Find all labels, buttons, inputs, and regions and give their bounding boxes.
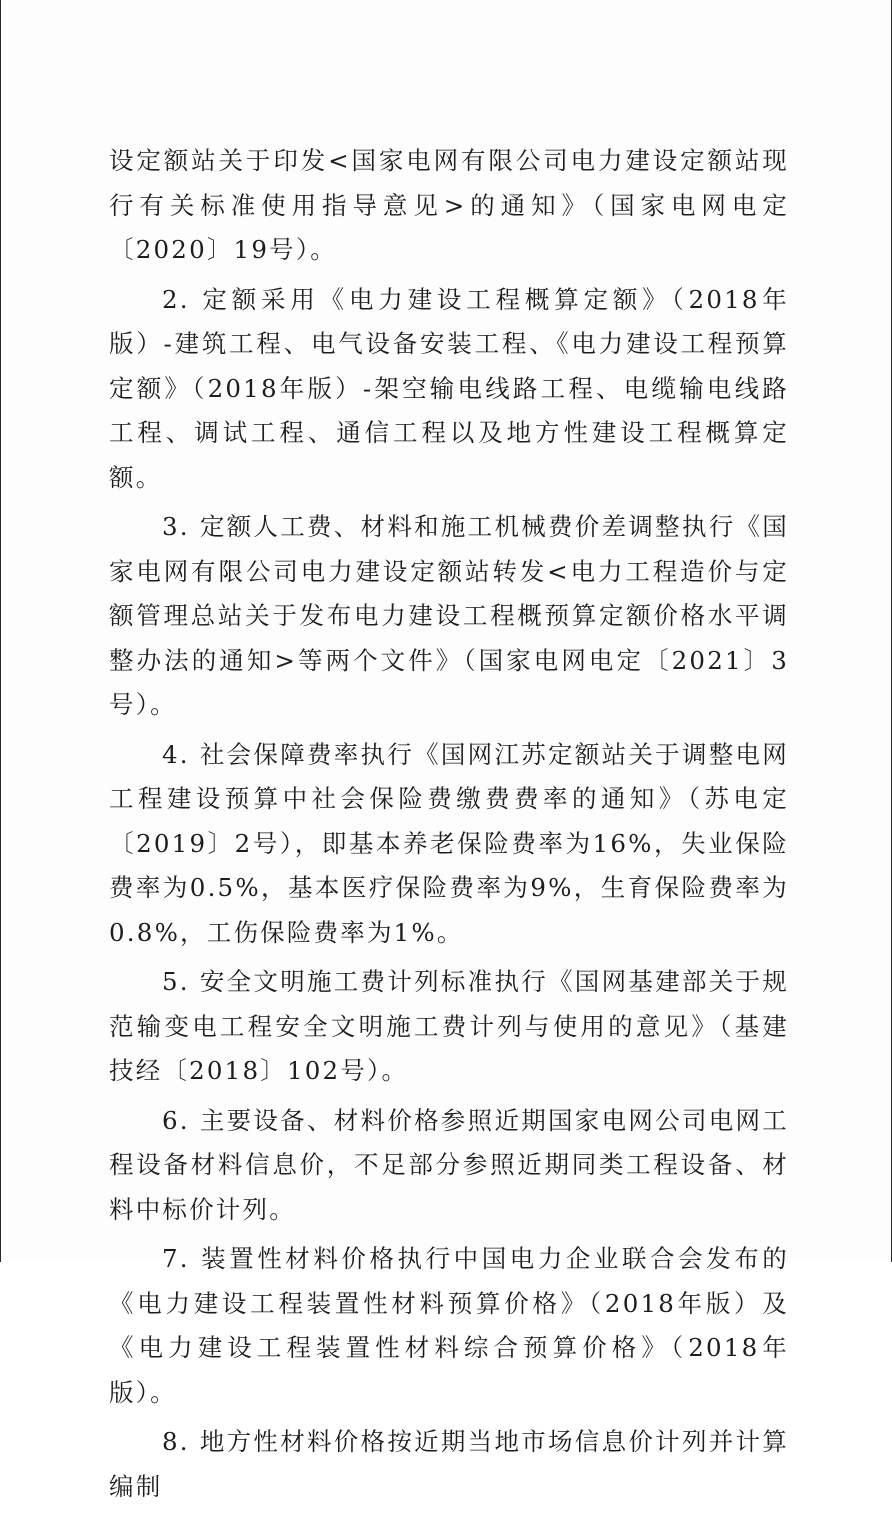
document-body — [109, 139, 789, 1514]
paragraph-item-8: 8. 地方性材料价格按近期当地市场信息价计列并计算编制 — [109, 1427, 789, 1501]
paragraph-item-5: 5. 安全文明施工费计列标准执行《国网基建部关于规范输变电工程安全文明施工费计列与使用的意见》（基建技经〔2018〕102号）。 — [109, 967, 789, 1085]
paragraph-item-7: 7. 装置性材料价格执行中国电力企业联合会发布的《电力建设工程装置性材料预算价格》（2018年版）及《电力建设工程装置性材料综合预算价格》（2018年版）。 — [109, 1244, 789, 1407]
paragraph-item-2: 2. 定额采用《电力建设工程概算定额》（2018年版）-建筑工程、电气设备安装工程、《电力建设工程预算定额》（2018年版）-架空输电线路工程、电缆输电线路工程、调试工程、通信工程以及地方性建设工程概算定额。 — [109, 284, 789, 492]
paragraph-continuation: 设定额站关于印发<国家电网有限公司电力建设定额站现行有关标准使用指导意见>的通知》（国家电网电定〔2020〕19号）。 — [109, 146, 789, 264]
paragraph-item-6: 6. 主要设备、材料价格参照近期国家电网公司电网工程设备材料信息价，不足部分参照近期同类工程设备、材料中标价计列。 — [109, 1105, 789, 1224]
paragraph-item-3: 3. 定额人工费、材料和施工机械费价差调整执行《国家电网有限公司电力建设定额站转发<电力工程造价与定额管理总站关于发布电力建设工程概预算定额价格水平调整办法的通知>等两个文件》（国家电网电定〔2021〕3号）。 — [109, 512, 789, 719]
paragraph-item-4: 4. 社会保障费率执行《国网江苏定额站关于调整电网工程建设预算中社会保险费缴费费率的通知》（苏电定〔2019〕2号），即基本养老保险费率为16%，失业保险费率为0.5%，基本医疗保险费率为9%，生育保险费率为0.8%，工伤保险费率为1%。 — [109, 739, 789, 947]
